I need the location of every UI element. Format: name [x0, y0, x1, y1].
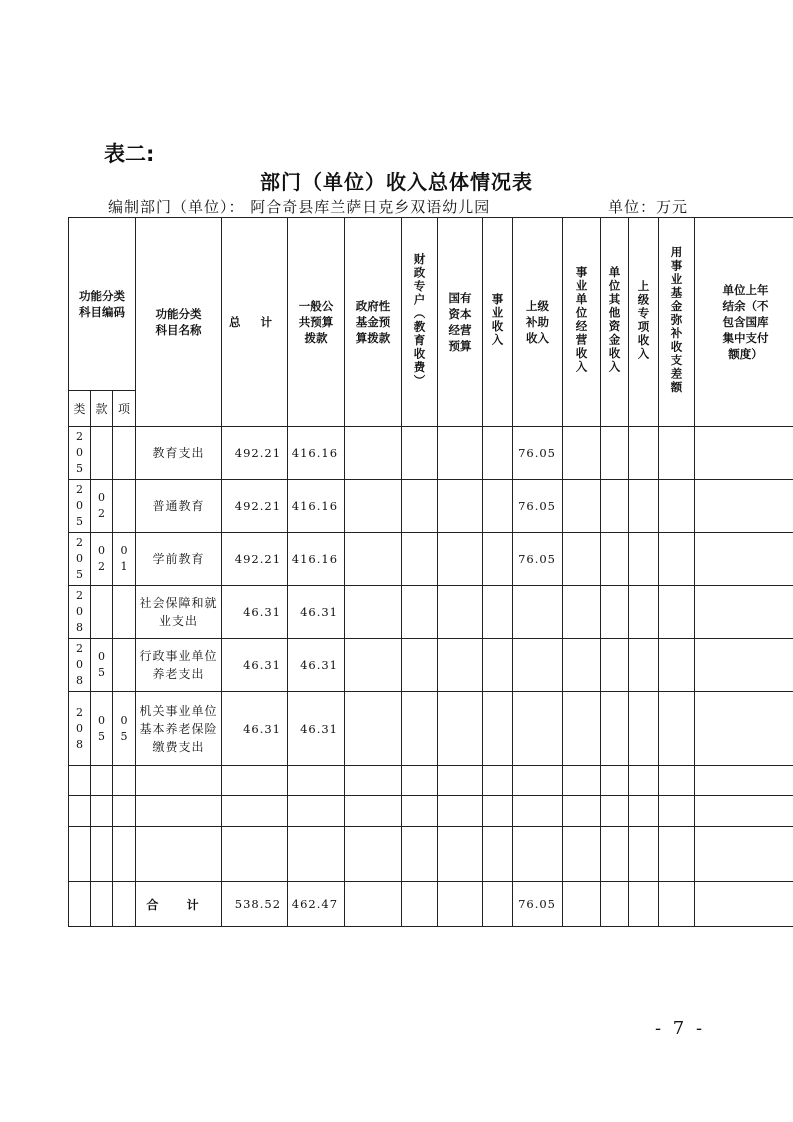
header-name: 功能分类科目名称 [136, 218, 222, 427]
cell-name: 教育支出 [136, 427, 222, 480]
cell-lei: 2 0 5 [69, 533, 91, 586]
cell-kuan: 0 5 [91, 639, 113, 692]
total-label: 合 计 [136, 882, 222, 927]
header-sub-lei: 类 [69, 391, 91, 427]
cell-name: 行政事业单位养老支出 [136, 639, 222, 692]
total-cell-general: 462.47 [288, 882, 345, 927]
table-row [69, 533, 793, 586]
page-number: - 7 - [655, 1018, 706, 1039]
cell-name: 机关事业单位基本养老保险缴费支出 [136, 692, 222, 766]
cell-kuan: 0 5 [91, 692, 113, 766]
cell-upper-subsidy: 76.05 [513, 427, 563, 480]
cell-lei: 2 0 5 [69, 427, 91, 480]
header-fund-offset: 用事业基金弥补收支差额 [659, 218, 695, 427]
cell-total: 492.21 [222, 480, 288, 533]
cell-kuan [91, 427, 113, 480]
table-row [69, 639, 793, 692]
cell-general: 46.31 [288, 586, 345, 639]
cell-name: 学前教育 [136, 533, 222, 586]
cell-upper-subsidy: 76.05 [513, 533, 563, 586]
unit-label: 单位：万元 [608, 198, 689, 216]
table-row [69, 692, 793, 766]
page-title: 部门（单位）收入总体情况表 [260, 170, 533, 194]
table-row [69, 480, 793, 533]
cell-total: 46.31 [222, 586, 288, 639]
header-prior-balance: 单位上年结余（不包含国库集中支付额度） [695, 218, 793, 427]
empty-row [69, 827, 793, 882]
cell-upper-subsidy [513, 586, 563, 639]
cell-total: 46.31 [222, 692, 288, 766]
cell-kuan: 0 2 [91, 480, 113, 533]
cell-general: 416.16 [288, 480, 345, 533]
cell-upper-subsidy [513, 692, 563, 766]
cell-xiang: 0 5 [113, 692, 136, 766]
cell-lei: 2 0 8 [69, 692, 91, 766]
cell-upper-subsidy [513, 639, 563, 692]
table-row [69, 427, 793, 480]
cell-name: 社会保障和就业支出 [136, 586, 222, 639]
table-label: 表二: [104, 142, 155, 166]
header-other-funds: 单位其他资金收入 [601, 218, 629, 427]
empty-row [69, 796, 793, 827]
income-table [68, 217, 793, 927]
header-general-budget: 一般公共预算拨款 [288, 218, 345, 427]
total-row [69, 882, 793, 927]
cell-lei: 2 0 8 [69, 586, 91, 639]
cell-lei: 2 0 5 [69, 480, 91, 533]
cell-general: 46.31 [288, 692, 345, 766]
cell-xiang: 0 1 [113, 533, 136, 586]
cell-xiang [113, 639, 136, 692]
total-cell-total: 538.52 [222, 882, 288, 927]
cell-lei: 2 0 8 [69, 639, 91, 692]
cell-xiang [113, 586, 136, 639]
header-sub-kuan: 款 [91, 391, 113, 427]
cell-total: 46.31 [222, 639, 288, 692]
header-upper-special: 上级专项收入 [629, 218, 659, 427]
cell-general: 416.16 [288, 427, 345, 480]
cell-kuan: 0 2 [91, 533, 113, 586]
header-state-capital: 国有资本经营预算 [438, 218, 483, 427]
empty-row [69, 766, 793, 796]
cell-xiang [113, 480, 136, 533]
header-code-group: 功能分类科目编码 [69, 218, 136, 391]
cell-kuan [91, 586, 113, 639]
header-fiscal-special: 财政专户（教育收费） [402, 218, 438, 427]
cell-general: 46.31 [288, 639, 345, 692]
total-cell-upper-subsidy: 76.05 [513, 882, 563, 927]
cell-total: 492.21 [222, 533, 288, 586]
header-business-income: 事业收入 [483, 218, 513, 427]
org-label: 编制部门（单位）： 阿合奇县库兰萨日克乡双语幼儿园 [108, 198, 491, 216]
header-sub-xiang: 项 [113, 391, 136, 427]
cell-upper-subsidy: 76.05 [513, 480, 563, 533]
cell-general: 416.16 [288, 533, 345, 586]
header-upper-subsidy: 上级补助收入 [513, 218, 563, 427]
cell-name: 普通教育 [136, 480, 222, 533]
cell-xiang [113, 427, 136, 480]
header-total: 总 计 [222, 218, 288, 427]
header-unit-operating: 事业单位经营收入 [563, 218, 601, 427]
header-gov-fund: 政府性基金预算拨款 [345, 218, 402, 427]
table-row [69, 586, 793, 639]
cell-total: 492.21 [222, 427, 288, 480]
